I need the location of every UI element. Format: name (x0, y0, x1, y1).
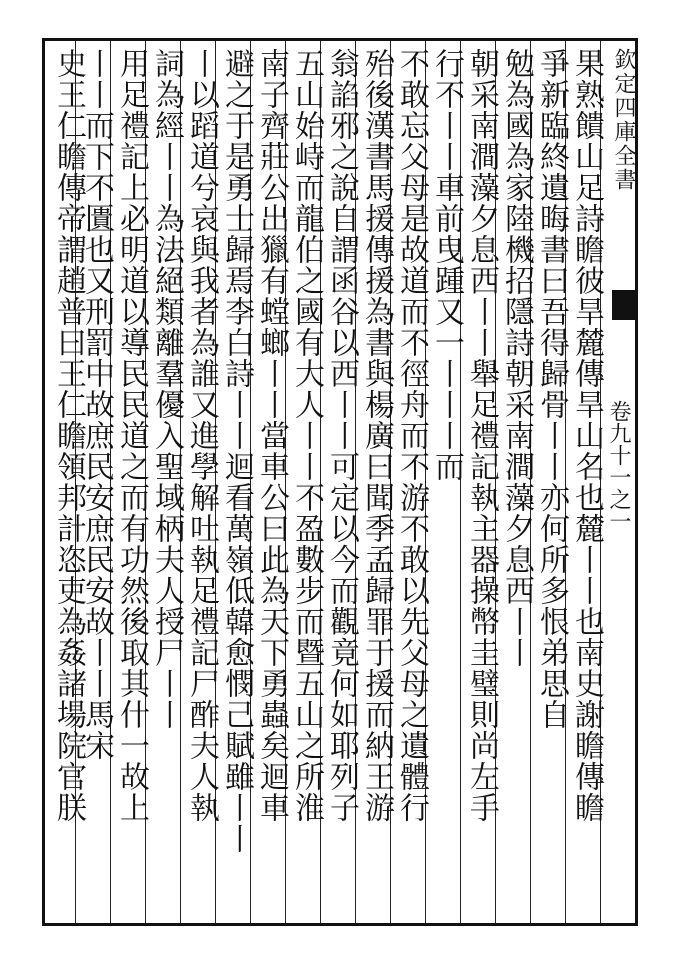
text-column: 詞為經丨丨為法絕類離羣優入聖域柄夫人授尸丨丨 (149, 48, 184, 730)
text-column: 朝采南澗藻夕息西丨丨舉足禮記執主器操幣圭璧則尚左手 (464, 48, 499, 823)
text-column: 避之于是勇士歸焉李白詩丨丨迴看萬嶺低韓愈憫己賦雖丨丨 (219, 48, 254, 854)
header-text: 欽定四庫全書 (611, 48, 636, 192)
section-label: 卷九十一之一 (606, 400, 631, 532)
text-column: 丨丨而下不匱也又刑罰中故庶民安庶民安故丨丨馬宋 (79, 48, 114, 761)
text-column: 不敢忘父母是故道而不徑舟而不游不敢以先父母之遺體行 (394, 48, 429, 823)
text-column: 五山始峙而龍伯之國有大人丨丨不盈數步而暨五山之所淮 (289, 48, 324, 823)
text-column: 史王仁瞻傳帝謂趙普曰王仁瞻領邦計恣吏為姦諸場院官朕 (51, 48, 86, 823)
black-marker (612, 290, 636, 320)
text-column: 爭新臨終遺晦書曰吾得歸骨丨丨亦何所多恨弟思自 (534, 48, 569, 730)
text-column: 用足禮記上必明道以導民民道之而有功然後取其什一故上 (114, 48, 149, 823)
text-column: 行不丨丨車前曳踵又一丨丨丨而 (429, 48, 464, 482)
text-column: 勉為國為家陸機招隱詩朝采南澗藻夕息西丨丨 (499, 48, 534, 668)
text-column: 果熟饋山足詩瞻彼旱麓傳旱山名也麓丨丨也南史謝瞻傳瞻 (569, 48, 604, 823)
text-column: 南子齊莊公出獵有螳螂丨丨當車公曰此為天下勇蟲矣迴車 (254, 48, 289, 823)
text-column: 殆後漢書馬援傳援為書與楊廣曰聞季孟歸罪于援而納王游 (359, 48, 394, 823)
text-column: 翁諂邪之說自謂函谷以西丨丨可定以今而觀竟何如耶列子 (324, 48, 359, 823)
text-column: 丨以蹈道兮哀與我者為誰又進學解吐執足禮記尸酢夫人執 (184, 48, 219, 823)
